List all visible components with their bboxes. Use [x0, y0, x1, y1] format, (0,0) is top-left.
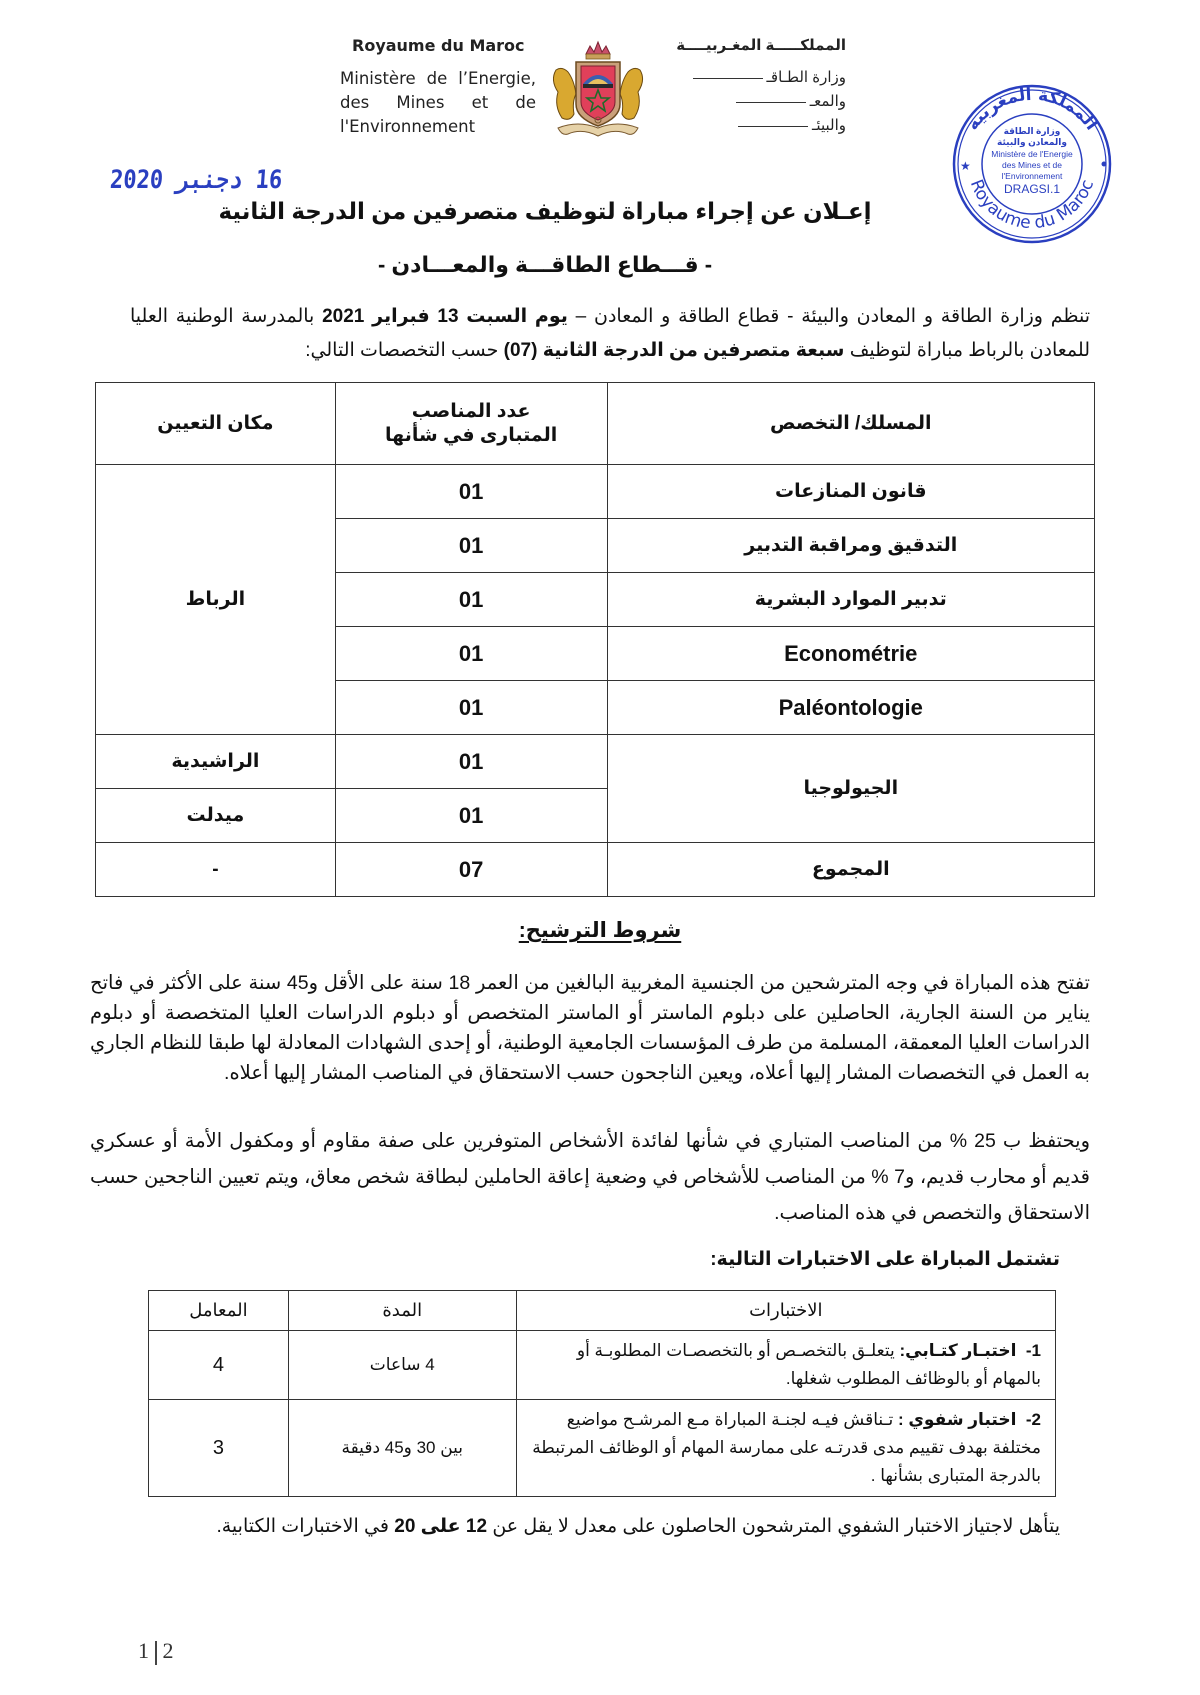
ar-ministry-line-2: والمعـ [660, 90, 846, 114]
conditions-paragraph-2: ويحتفظ ب 25 % من المناصب المتباري في شأنها لفائدة الأشخاص المتوفرين على صفة مقاوم أو ومكفول الأمة أو عسكري قديم أو محارب قديم، و7 % من المناصب للأشخاص في وضعية إعاقة الحاملين لبطاقة شخص معاق، ويتم تعيين الناجحين حسب الاستحقاق والتخصص في هذه المناصب. [90, 1130, 1090, 1224]
svg-text:DRAGSI.1: DRAGSI.1 [1003, 182, 1061, 196]
positions-table [95, 382, 1095, 897]
table-total-row: المجموع 07 - [96, 843, 1095, 897]
table-row: Paléontologie 01 [96, 681, 1095, 735]
svg-text:★: ★ [960, 159, 971, 173]
final-note: يتأهل لاجتياز الاختبار الشفوي المترشحون الحاصلون على معدل لا يقل عن 12 على 20 في الاختبارات الكتابية. [216, 1516, 1060, 1537]
ar-ministry-line-1: وزارة الطـاقـ [660, 66, 846, 90]
conditions-paragraph-1: تفتح هذه المباراة في وجه المترشحين من الجنسية المغربية البالغين من العمر 18 سنة على الأقل و45 سنة على الأكثر في فاتح يناير من السنة الجارية، الحاصلين على دبلوم الماستر أو الماستر المتخصص أو دبلوم الدراسات العليا المتخصصة أو دبلوم الدراسات العليا المعمقة، المسلمة من طرف المؤسسات الجامعية الوطنية، أو إحدى الشهادات المعادلة لها طبقا للنظام الجاري به العمل في التخصصات المشار إليها أعلاه، ويعين الناجحون حسب الاستحقاق في المناصب المشار إليها أعلاه. [90, 972, 1091, 1084]
location-errachidia: الراشيدية [96, 735, 336, 789]
ar-kingdom-label: المملكـــــة المغـربيــــة [676, 37, 846, 54]
header-location: مكان التعيين [96, 383, 336, 465]
table-row: التدقيق ومراقبة التدبير 01 [96, 519, 1095, 573]
morocco-coat-of-arms-icon [548, 40, 648, 146]
page-number: 1 2 [138, 1638, 174, 1663]
stamp-outer-fr: Royaume du Maroc [965, 176, 1099, 234]
tests-title: تشتمل المباراة على الاختبارات التالية: [710, 1249, 1060, 1270]
conditions-title: شروط الترشيح: [518, 919, 682, 942]
fr-ministry-line-1: Ministère de l’Energie, [340, 69, 536, 88]
table-row: 2- اختبار شفوي : تـناقش فيـه لجنـة المباراة مـع المرشـح مواضيع مختلفة بهدف تقييم مدى قدرتـه على ممارسة المهام أو الوظائف المرتبطة بالدرجة المتبارى بشأنها . بين 30 و45 دقيقة 3 [149, 1400, 1056, 1497]
svg-text:والمعادن والبيئة: والمعادن والبيئة [997, 137, 1067, 147]
header-posts: عدد المناصب المتبارى في شأنها [335, 383, 607, 465]
official-stamp [946, 78, 1118, 246]
exam-date: يوم السبت 13 فبراير 2021 [322, 306, 568, 327]
fr-kingdom-label: Royaume du Maroc [352, 36, 525, 55]
svg-text:وزارة الطاقة: وزارة الطاقة [1003, 126, 1061, 136]
table-row: قانون المنازعات 01 الرباط [96, 465, 1095, 519]
specialty-geology: الجيولوجيا [607, 735, 1094, 843]
date-stamp: 16 دجنبر 2020 [108, 166, 284, 195]
table-row: 1- اختبـار كتـابي: يتعلـق بالتخصـص أو بالتخصصـات المطلوبـة أو بالمهام أو بالوظائف المطلوب شغلها. 4 ساعات 4 [149, 1331, 1056, 1400]
announcement-subtitle: - قـــطاع الطاقـــة والمعـــادن - [377, 252, 713, 277]
fr-ministry-line-2: des Mines et de [340, 93, 536, 112]
fr-ministry-line-3: l'Environnement [340, 117, 476, 136]
post-count: سبعة متصرفين من الدرجة الثانية (07) [503, 340, 845, 361]
svg-text:Ministère de l'Energie: Ministère de l'Energie [991, 149, 1073, 159]
header-arabic [660, 36, 846, 138]
header-specialty: المسلك/ التخصص [607, 383, 1094, 465]
tests-header-row: الاختبارات المدة المعامل [149, 1291, 1056, 1331]
location-rabat: الرباط [96, 465, 336, 735]
table-row: الجيولوجيا 01 الراشيدية [96, 735, 1095, 789]
table-row: Econométrie 01 [96, 627, 1095, 681]
table-header-row [96, 383, 1095, 465]
table-row: 01 ميدلت [96, 789, 1095, 843]
svg-text:l'Environnement: l'Environnement [1001, 171, 1063, 181]
location-midelt: ميدلت [96, 789, 336, 843]
svg-text:des Mines et de: des Mines et de [1001, 160, 1063, 170]
stamp-outer-ar: المملكة المغربية [962, 84, 1102, 135]
intro-paragraph: تنظم وزارة الطاقة و المعادن والبيئة - قطاع الطاقة و المعادن – يوم السبت 13 فبراير 2021 بالمدرسة الوطنية العليا للمعادن بالرباط مباراة لتوظيف سبعة متصرفين من الدرجة الثانية (07) حسب التخصصات التالي: [130, 306, 1091, 361]
tests-table [148, 1290, 1056, 1497]
ar-ministry-line-3: والبيئـ [660, 114, 846, 138]
table-row: تدبير الموارد البشرية 01 [96, 573, 1095, 627]
announcement-title: إعـلان عن إجراء مباراة لتوظيف متصرفين من الدرجة الثانية [218, 198, 872, 224]
header-french [340, 36, 536, 139]
